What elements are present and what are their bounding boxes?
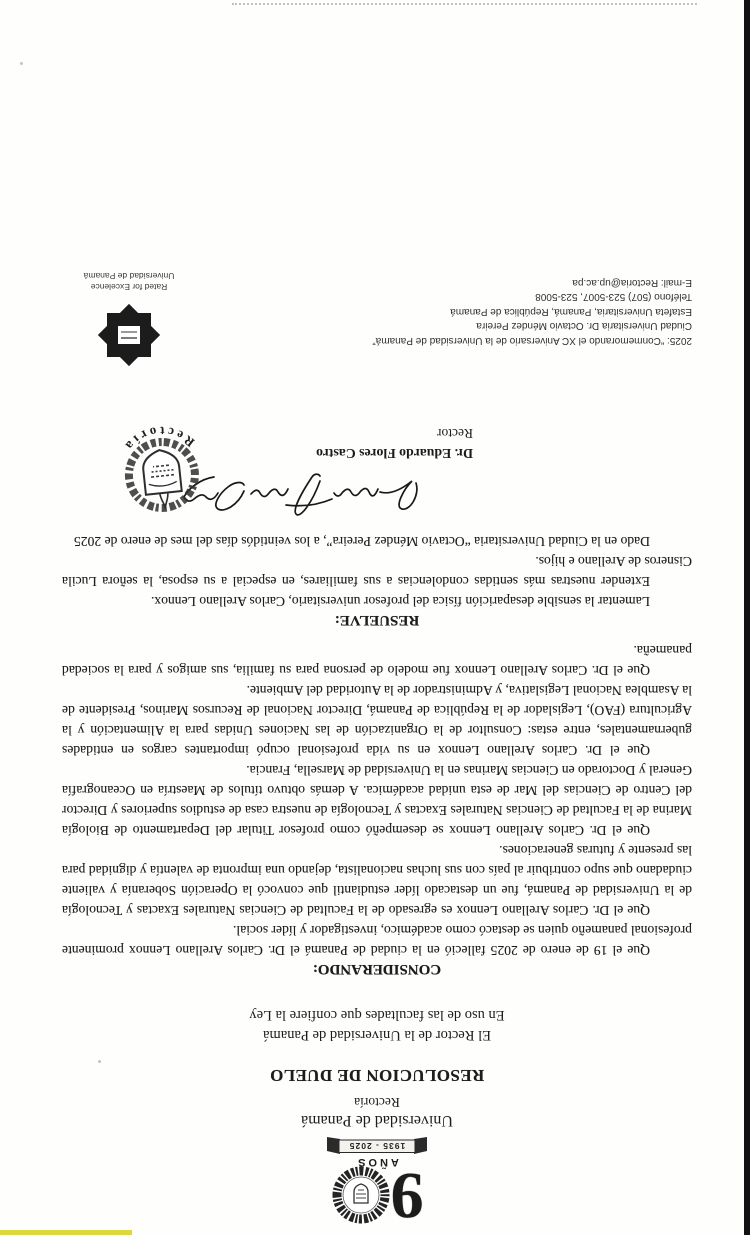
considerando-paragraph-5: Que el Dr. Carlos Arellano Lennox fue modelo de persona para su familia, sus amigos y para la sociedad panameña. [62, 643, 692, 678]
footer-line-4: Teléfono (507) 523-5007, 523-5008 [535, 291, 692, 303]
anios-label: AÑOS [355, 1156, 399, 1168]
scan-edge-artifact [744, 0, 750, 1235]
signer-role: Rector [437, 426, 473, 441]
resuelve-paragraph-1: Lamentar la sensible desaparición física del profesor universitario, Carlos Arellano Lennox. [150, 594, 650, 609]
anniversary-digit: 9 [393, 1159, 424, 1232]
signer-name: Dr. Eduardo Flores Castro [316, 446, 473, 461]
signature-section [62, 383, 692, 525]
years-banner [62, 1132, 692, 1155]
excellence-badge [59, 270, 199, 371]
office-name: Rectoría [354, 1095, 400, 1110]
considerando-paragraph-2: Que el Dr. Carlos Arellano Lennox es egresado de la Facultad de Ciencias Naturales Exactas y Tecnología de la Universidad de Panamá, fue un destacado líder estudiantil que convocó la Operación Soberanía y valiente ciudadano que supo contribuir al país con sus luchas nacionalista, dejando una impronta de valentía y dignidad para las presente y futuras generaciones. [62, 843, 692, 918]
footer-line-2: Ciudad Universitaria Dr. Octavio Méndez Pereira [476, 320, 692, 332]
resuelve-paragraph-2: Extender nuestras más sentidas condolencias a sus familiares, en especial a su esposa, la señora Lucila Cisneros de Arellano e hijos. [62, 554, 692, 589]
footer-line-5: E-mail: Rectoria@up.ac.pa [572, 277, 692, 288]
letterhead [62, 1094, 692, 1232]
scan-dotted-line-artifact [232, 3, 697, 5]
document-title: RESOLUCION DE DUELO [269, 1066, 485, 1085]
considerando-paragraph-4: Que el Dr. Carlos Arellano Lennox en su vida profesional ocupó importantes cargos en entidades gubernamentales, entre estas: Consultor de la Organización de las Naciones Unidas para la Alimentación y la Agricultura (FAO), Legislador de la República de Panamá, Director Nacional de Recursos Marinos, Presidente de la Asamblea Nacional Legislativa, y Administrador de la Autoridad del Ambiente. [62, 683, 692, 758]
rectoria-stamp-icon [101, 402, 221, 531]
subtitle-block [62, 1005, 692, 1045]
excellence-badge-icon [93, 299, 165, 371]
stamp-arc-text: Rectoría [119, 423, 198, 457]
years-text: 1935 - 2025 [348, 1141, 406, 1151]
scan-strip-artifact [0, 1230, 132, 1235]
years-banner-icon [325, 1137, 429, 1155]
footer-line-3: Estafeta Universitaria, Panamá, República de Panamá [450, 306, 692, 317]
letterhead-footer [62, 247, 692, 347]
badge-caption-line-1: Rated for Excelence [90, 282, 168, 292]
closing-statement: Dado en la Ciudad Universitaria “Octavio Méndez Pereira”, a los veintidós días del mes de enero de 2025 [73, 534, 650, 549]
considerando-heading: CONSIDERANDO: [312, 961, 442, 977]
seal-zero-icon [331, 1165, 393, 1227]
subtitle-line-2: En uso de las facultades que confiere la Ley [249, 1007, 505, 1023]
institution-name: Universidad de Panamá [301, 1112, 453, 1129]
footer-line-1: 2025: “Conmemorando el XC Aniversario de la Universidad de Panamá” [372, 335, 692, 346]
badge-caption-line-2: Universidad de Panamá [83, 271, 175, 281]
resuelve-heading: RESUELVE: [334, 612, 420, 628]
subtitle-line-1: El Rector de la Universidad de Panamá [263, 1027, 491, 1043]
scan-speck [20, 62, 23, 65]
considerando-paragraph-3: Que el Dr. Carlos Arellano Lennox se desempeñó como profesor Titular del Departamento de Biología Marina de la Facultad de Ciencias Naturales Exactas y Tecnología de nuestra casa de estudios superiores y Director del Centro de Ciencias del Mar de esta unidad académica. A demás obtuvo títulos de Maestría en Oceanografía General y Doctorado en Ciencias Marinas en la Universidad de Marsella, Francia. [62, 763, 692, 838]
scan-speck [98, 1060, 101, 1063]
considerando-paragraph-1: Que el 19 de enero de 2025 falleció en la ciudad de Panamá el Dr. Carlos Arellano Lennox prominente profesional panameño quien se destacó como académico, investigador y líder social. [62, 923, 692, 958]
